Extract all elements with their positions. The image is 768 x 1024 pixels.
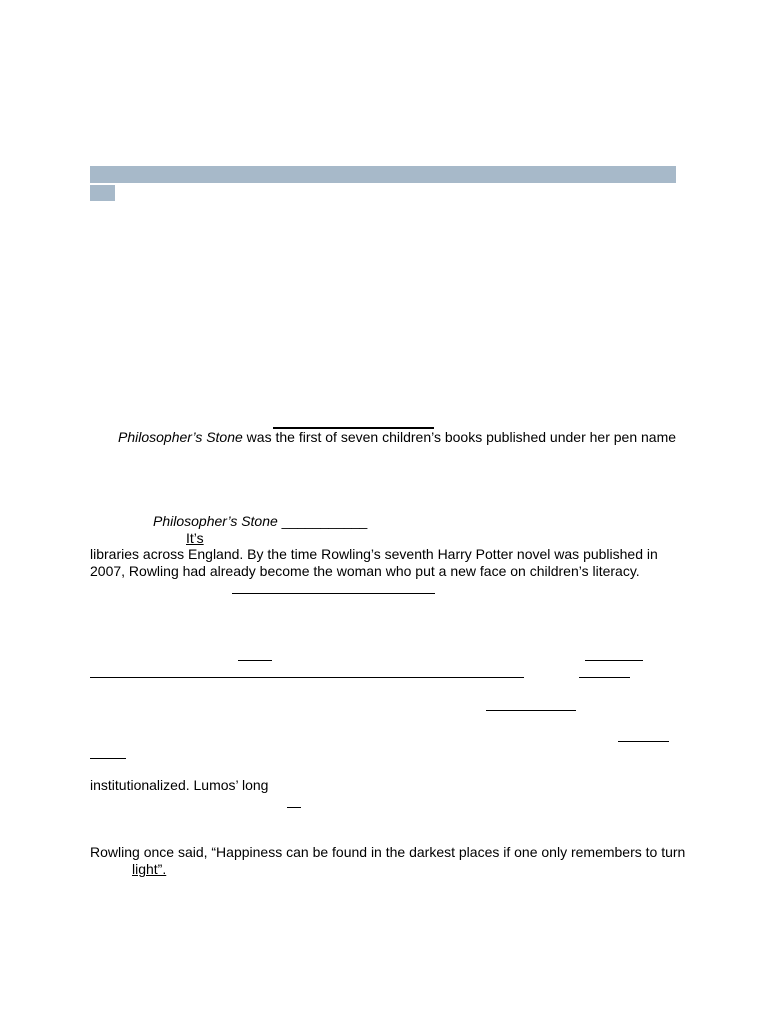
blank-underscore: ___________ xyxy=(277,513,368,529)
paragraph-line-8: light”. xyxy=(132,861,167,877)
paragraph-line-5: 2007, Rowling had already become the woman who put a new face on children’s literacy. xyxy=(90,563,640,579)
underline-rule-3 xyxy=(238,660,272,661)
header-bar xyxy=(90,166,676,183)
paragraph-its: It’s xyxy=(186,530,204,546)
underline-rule-5 xyxy=(90,677,524,678)
paragraph-line-6: institutionalized. Lumos’ long xyxy=(90,777,269,793)
paragraph-line-2 xyxy=(153,513,367,529)
underline-rule-9 xyxy=(90,758,126,759)
underline-rule-7 xyxy=(486,710,576,711)
underline-rule-4 xyxy=(585,660,643,661)
paragraph-line-4: libraries across England. By the time Rowling’s seventh Harry Potter novel was published in xyxy=(90,546,658,562)
book-title-italic: Philosopher’s Stone xyxy=(118,429,243,445)
underline-rule-10 xyxy=(287,807,301,808)
paragraph-line-1-text: was the first of seven children’s books published under her pen name xyxy=(242,429,677,445)
paragraph-line-1 xyxy=(118,429,676,445)
paragraph-line-7: Rowling once said, “Happiness can be found in the darkest places if one only remembers to turn xyxy=(90,844,686,860)
underline-rule-6 xyxy=(579,677,630,678)
underline-rule-2 xyxy=(232,593,435,594)
header-tab xyxy=(90,185,115,201)
underline-rule-8 xyxy=(618,741,669,742)
book-title-italic-2: Philosopher’s Stone xyxy=(153,513,278,529)
